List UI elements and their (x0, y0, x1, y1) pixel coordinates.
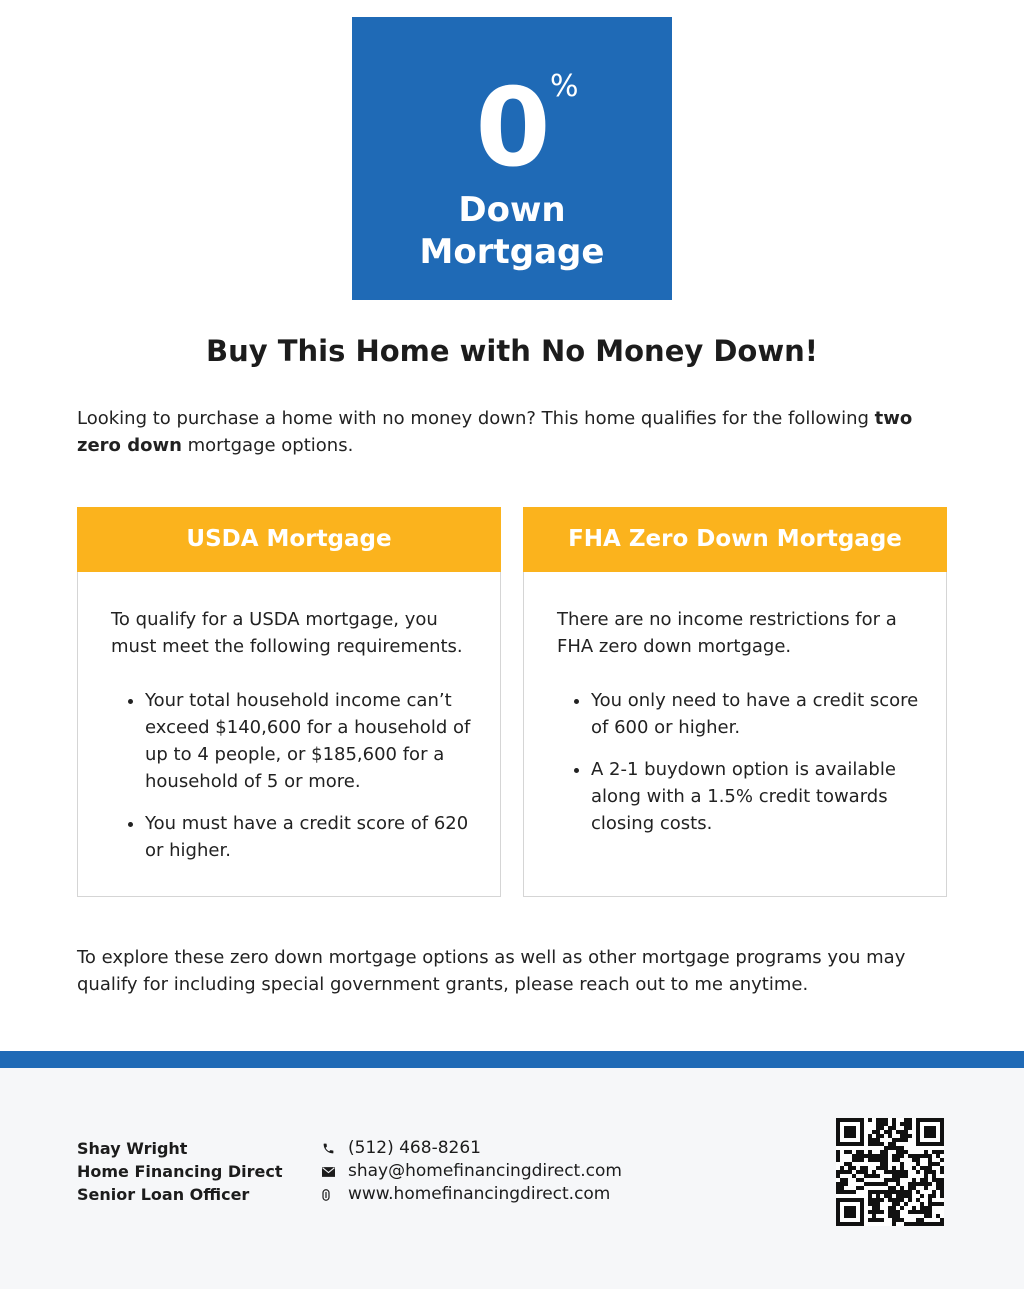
agent-name: Shay Wright (77, 1139, 188, 1158)
intro-text-after: mortgage options. (181, 435, 354, 456)
footer-divider (0, 1051, 1024, 1068)
fha-requirements-list (557, 687, 922, 837)
agent-company: Home Financing Direct (77, 1162, 283, 1181)
agent-title: Senior Loan Officer (77, 1185, 250, 1204)
phone-number: (512) 468-8261 (348, 1138, 481, 1158)
intro-text-before: Looking to purchase a home with no money down? This home qualifies for the following (77, 408, 875, 429)
closing-paragraph: To explore these zero down mortgage options as well as other mortgage programs you may qualify for including special government grants, please reach out to me anytime. (77, 947, 906, 995)
list-item: • A 2-1 buydown option is available along with a 1.5% credit towards closing costs. (591, 756, 922, 837)
qr-code-graphic (836, 1118, 944, 1226)
hero-subtitle (352, 189, 672, 273)
website-url: www.homefinancingdirect.com (348, 1184, 611, 1204)
hero-line-1: Down (458, 190, 566, 230)
fha-card (523, 507, 947, 897)
hero-number: 0 (475, 66, 549, 191)
contact-website-row[interactable] (322, 1183, 622, 1206)
hero-line-2: Mortgage (419, 232, 605, 272)
contact-info (322, 1137, 622, 1206)
contact-email-row[interactable] (322, 1160, 622, 1183)
envelope-icon (322, 1167, 348, 1177)
fha-card-title: FHA Zero Down Mortgage (523, 507, 947, 572)
usda-card (77, 507, 501, 897)
page-headline: Buy This Home with No Money Down! (205, 334, 819, 368)
usda-card-title: USDA Mortgage (77, 507, 501, 572)
link-icon (322, 1189, 348, 1201)
phone-icon (322, 1142, 348, 1155)
list-item: • You must have a credit score of 620 or higher. (145, 810, 476, 864)
intro-paragraph (77, 405, 947, 459)
fha-card-lead: There are no income restrictions for a FHA zero down mortgage. (557, 609, 897, 657)
hero-percent: % (550, 69, 579, 104)
qr-code[interactable] (836, 1118, 944, 1226)
usda-requirements-list (111, 687, 476, 864)
intro-bold: two zero down (77, 408, 913, 456)
email-address: shay@homefinancingdirect.com (348, 1161, 622, 1181)
list-item: • Your total household income can’t exceed $140,600 for a household of up to 4 people, or $185,600 for a household of 5 or more. (145, 687, 476, 795)
usda-card-lead: To qualify for a USDA mortgage, you must meet the following requirements. (111, 609, 463, 657)
contact-phone-row[interactable] (322, 1137, 622, 1160)
agent-info (77, 1137, 283, 1206)
hero-badge (352, 17, 672, 300)
list-item: • You only need to have a credit score of 600 or higher. (591, 687, 922, 741)
